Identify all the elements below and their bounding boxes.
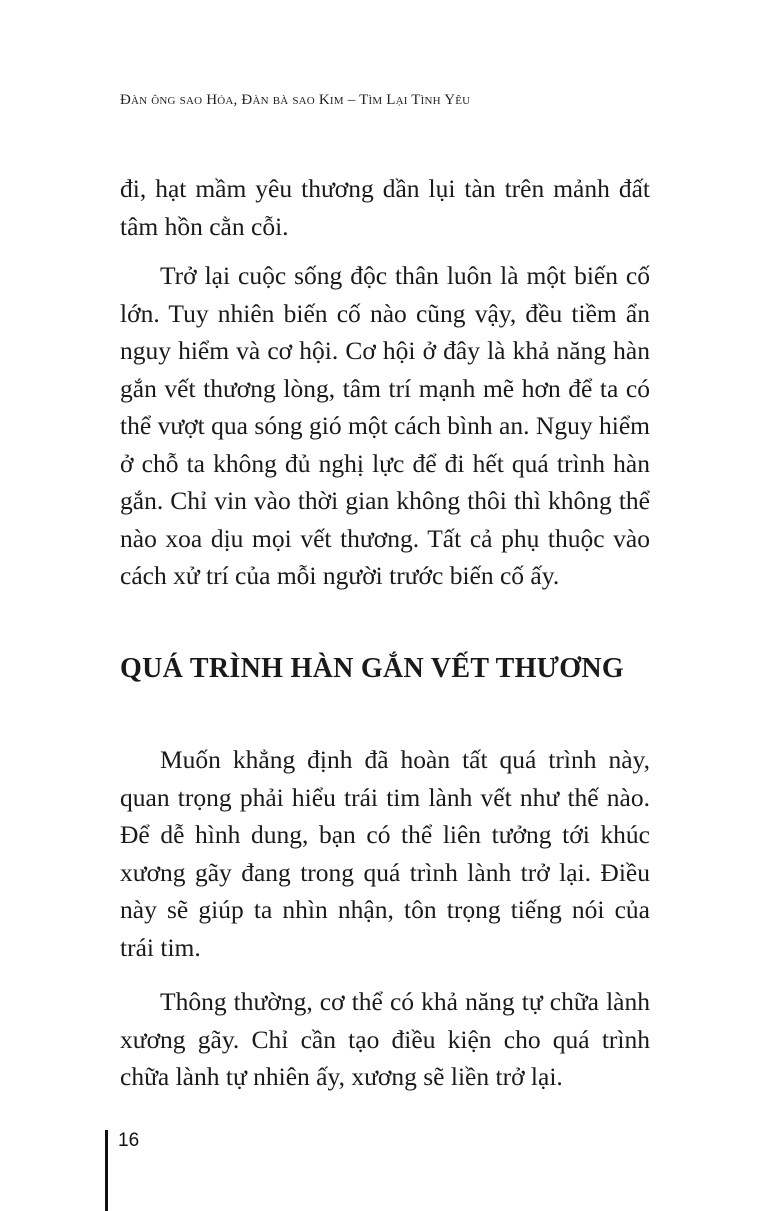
paragraph-text: đi, hạt mầm yêu thương dần lụi tàn trên mảnh đất tâm hồn cằn cỗi. <box>120 174 650 241</box>
paragraph-text: Muốn khẳng định đã hoàn tất quá trình này, quan trọng phải hiểu trái tim lành vết như thế nào. Để dễ hình dung, bạn có thể liên tưởng tới khúc xương gãy đang trong quá trình lành trở lại. Điều này sẽ giúp ta nhìn nhận, tôn trọng tiếng nói của trái tim. <box>120 745 650 962</box>
page-footer <box>105 1130 139 1211</box>
section-heading: QUÁ TRÌNH HÀN GẮN VẾT THƯƠNG <box>120 653 624 684</box>
running-header: Đàn ông sao Hỏa, Đàn bà sao Kim – Tìm Lại Tình Yêu <box>120 92 471 108</box>
paragraph-text: Trở lại cuộc sống độc thân luôn là một biến cố lớn. Tuy nhiên biến cố nào cũng vậy, đều tiềm ẩn nguy hiểm và cơ hội. Cơ hội ở đây là khả năng hàn gắn vết thương lòng, tâm trí mạnh mẽ hơn để ta có thể vượt qua sóng gió một cách bình an. Nguy hiểm ở chỗ ta không đủ nghị lực để đi hết quá trình hàn gắn. Chỉ vin vào thời gian không thôi thì không thể nào xoa dịu mọi vết thương. Tất cả phụ thuộc vào cách xử trí của mỗi người trước biến cố ấy. <box>120 261 650 590</box>
body-paragraph <box>120 983 650 1096</box>
body-paragraph <box>120 257 650 595</box>
body-paragraph-continued <box>120 170 650 245</box>
body-paragraph <box>120 741 650 966</box>
page-number: 16 <box>118 1130 140 1151</box>
paragraph-text: Thông thường, cơ thể có khả năng tự chữa lành xương gãy. Chỉ cần tạo điều kiện cho quá trình chữa lành tự nhiên ấy, xương sẽ liền trở lại. <box>120 987 650 1091</box>
